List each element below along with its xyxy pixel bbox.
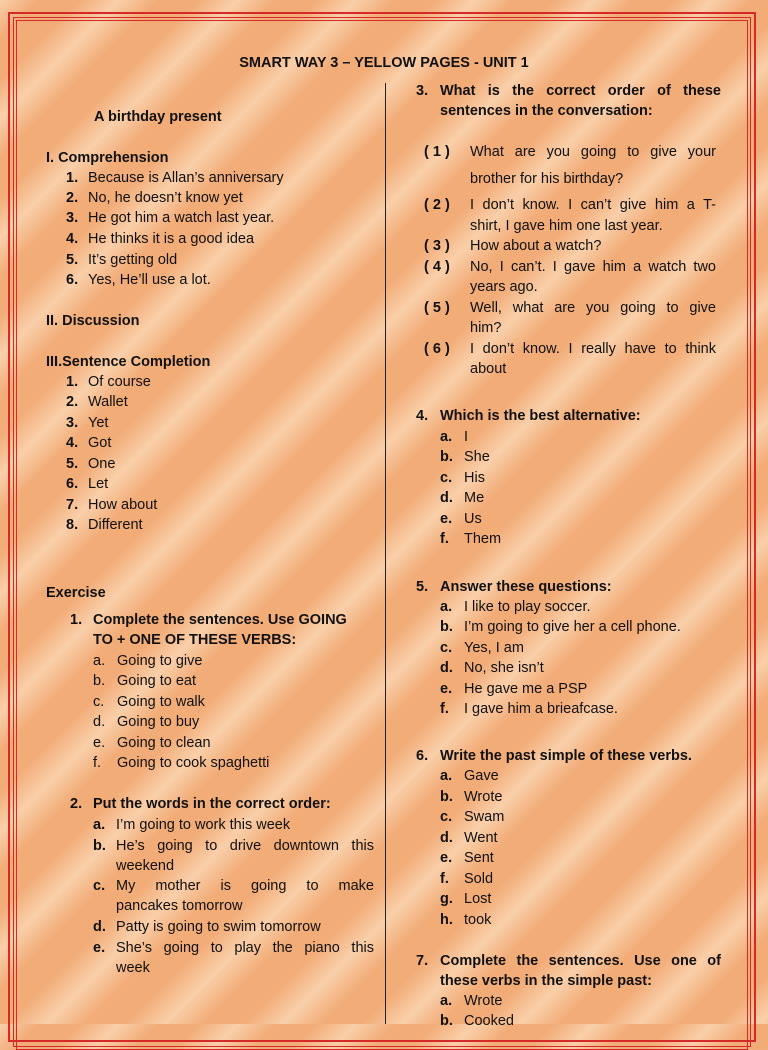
list-item: 6. Let	[66, 476, 109, 492]
question-5-number: 5.	[416, 579, 429, 595]
list-item: a. Wrote	[440, 993, 503, 1009]
list-item-cont: week	[116, 960, 150, 976]
list-label: c.	[93, 878, 106, 894]
exercise-1-instruction-cont: TO + ONE OF THESE VERBS:	[93, 632, 297, 648]
list-item: f. Sold	[440, 871, 494, 887]
question-3-text: What is the correct order of these	[440, 83, 721, 99]
list-item: 3. He got him a watch last year.	[66, 210, 275, 226]
conversation-line: I don’t know. I can’t give him a T-	[470, 197, 716, 213]
list-item: c. His	[440, 470, 485, 486]
list-item: d. Going to buy	[93, 714, 200, 730]
order-number: ( 3 )	[424, 238, 450, 254]
list-item: b. Wrote	[440, 789, 503, 805]
question-7-text: Complete the sentences. Use one of	[440, 953, 721, 969]
list-item: h. took	[440, 912, 492, 928]
column-divider	[385, 83, 386, 1024]
order-number: ( 5 )	[424, 300, 450, 316]
list-item: 5. It’s getting old	[66, 252, 178, 268]
discussion-heading: II. Discussion	[46, 313, 140, 329]
list-item: 2. No, he doesn’t know yet	[66, 190, 243, 206]
list-item: 8. Different	[66, 517, 143, 533]
list-item: b. I’m going to give her a cell phone.	[440, 619, 681, 635]
list-item: 6. Yes, He’ll use a lot.	[66, 272, 211, 288]
list-item: c. Yes, I am	[440, 640, 524, 656]
order-number: ( 6 )	[424, 341, 450, 357]
conversation-line-cont: brother for his birthday?	[470, 171, 624, 187]
list-item-cont: pancakes tomorrow	[116, 898, 243, 914]
conversation-line: What are you going to give your	[470, 144, 716, 160]
exercise-1-number: 1.	[70, 612, 83, 628]
list-label: a.	[93, 817, 106, 833]
conversation-line-cont: about	[470, 361, 507, 377]
list-item: 2. Wallet	[66, 394, 128, 410]
list-item: c. Swam	[440, 809, 505, 825]
conversation-line-cont: shirt, I gave him one last year.	[470, 218, 663, 234]
list-item: 4. Got	[66, 435, 112, 451]
list-item: d. Went	[440, 830, 498, 846]
list-item: a. I like to play soccer.	[440, 599, 591, 615]
exercise-1-instruction: Complete the sentences. Use GOING	[93, 612, 347, 628]
list-item: He’s going to drive downtown this	[116, 838, 374, 854]
list-item: My mother is going to make	[116, 878, 374, 894]
conversation-line-cont: years ago.	[470, 279, 538, 295]
list-item: d. Me	[440, 490, 485, 506]
list-item: e. Us	[440, 511, 482, 527]
list-item: 3. Yet	[66, 415, 109, 431]
exercise-2-number: 2.	[70, 796, 83, 812]
question-3-number: 3.	[416, 83, 429, 99]
list-item: f. Them	[440, 531, 502, 547]
list-item: g. Lost	[440, 891, 492, 907]
list-item: 1. Of course	[66, 374, 151, 390]
list-item: e. He gave me a PSP	[440, 681, 588, 697]
question-7-text-cont: these verbs in the simple past:	[440, 973, 652, 989]
list-label: d.	[93, 919, 106, 935]
question-3-text-cont: sentences in the conversation:	[440, 103, 653, 119]
page-title: SMART WAY 3 – YELLOW PAGES - UNIT 1	[239, 55, 529, 71]
question-4-text: Which is the best alternative:	[440, 408, 641, 424]
list-item: f. I gave him a brieafcase.	[440, 701, 618, 717]
list-item: d. No, she isn’t	[440, 660, 544, 676]
conversation-line: I don’t know. I really have to think	[470, 341, 716, 357]
comprehension-heading: I. Comprehension	[46, 150, 169, 166]
list-item: f. Going to cook spaghetti	[93, 755, 270, 771]
exercise-heading: Exercise	[46, 585, 106, 601]
subtitle: A birthday present	[94, 109, 222, 125]
question-6-number: 6.	[416, 748, 429, 764]
order-number: ( 2 )	[424, 197, 450, 213]
list-item: 1. Because is Allan’s anniversary	[66, 170, 284, 186]
question-7-number: 7.	[416, 953, 429, 969]
list-item: 5. One	[66, 456, 116, 472]
list-item: Patty is going to swim tomorrow	[116, 919, 321, 935]
list-item: She’s going to play the piano this	[116, 940, 374, 956]
list-item: c. Going to walk	[93, 694, 205, 710]
list-item: a. Going to give	[93, 653, 203, 669]
conversation-line-cont: him?	[470, 320, 502, 336]
list-item: 4. He thinks it is a good idea	[66, 231, 255, 247]
order-number: ( 1 )	[424, 144, 450, 160]
list-label: b.	[93, 838, 106, 854]
conversation-line: No, I can’t. I gave him a watch two	[470, 259, 716, 275]
list-item: b. Cooked	[440, 1013, 514, 1029]
list-label: e.	[93, 940, 106, 956]
list-item: e. Sent	[440, 850, 494, 866]
question-4-number: 4.	[416, 408, 429, 424]
list-item: b. She	[440, 449, 490, 465]
list-item: I’m going to work this week	[116, 817, 291, 833]
conversation-line: How about a watch?	[470, 238, 602, 254]
list-item: a. I	[440, 429, 469, 445]
question-6-text: Write the past simple of these verbs.	[440, 748, 692, 764]
list-item: e. Going to clean	[93, 735, 211, 751]
list-item: 7. How about	[66, 497, 158, 513]
conversation-line: Well, what are you going to give	[470, 300, 716, 316]
completion-heading: III.Sentence Completion	[46, 354, 211, 370]
list-item: b. Going to eat	[93, 673, 196, 689]
list-item-cont: weekend	[116, 858, 175, 874]
list-item: a. Gave	[440, 768, 499, 784]
question-5-text: Answer these questions:	[440, 579, 612, 595]
exercise-2-instruction: Put the words in the correct order:	[93, 796, 331, 812]
order-number: ( 4 )	[424, 259, 450, 275]
